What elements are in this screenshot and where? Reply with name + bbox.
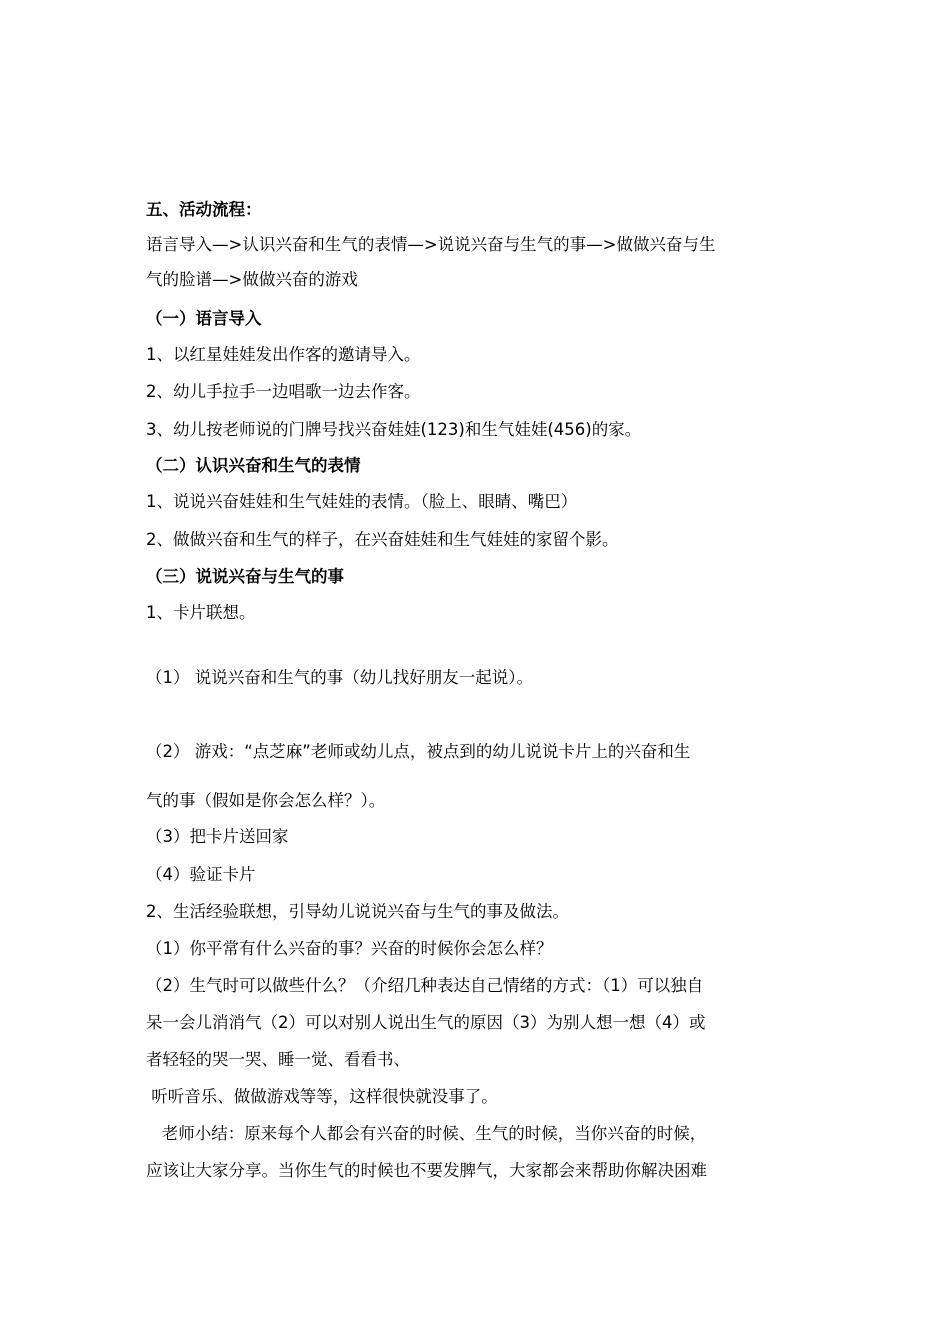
paragraph-line: （1） 说说兴奋和生气的事（幼儿找好朋友一起说）。	[146, 668, 533, 687]
paragraph-line: （1）你平常有什么兴奋的事？兴奋的时候你会怎么样？	[146, 939, 553, 958]
paragraph-line: 呆一会儿消消气（2）可以对别人说出生气的原因（3）为别人想一想（4）或	[146, 1013, 706, 1032]
paragraph-line: 气的事（假如是你会怎么样？）。	[146, 791, 386, 810]
paragraph-line: （4）验证卡片	[146, 865, 256, 884]
subsection-heading: （三）说说兴奋与生气的事	[146, 567, 344, 586]
paragraph-line: 2、幼儿手拉手一边唱歌一边去作客。	[146, 382, 421, 401]
paragraph-line: 者轻轻的哭一哭、睡一觉、看看书、	[146, 1050, 410, 1069]
paragraph-line: 听听音乐、做做游戏等等，这样很快就没事了。	[146, 1087, 498, 1106]
paragraph-line: （2） 游戏：“点芝麻”老师或幼儿点，被点到的幼儿说说卡片上的兴奋和生	[146, 742, 691, 761]
paragraph-line: 3、幼儿按老师说的门牌号找兴奋娃娃(123)和生气娃娃(456)的家。	[146, 420, 642, 439]
paragraph-line: 应该让大家分享。当你生气的时候也不要发脾气，大家都会来帮助你解决困难	[146, 1161, 707, 1180]
subsection-heading: （二）认识兴奋和生气的表情	[146, 456, 361, 475]
paragraph-line: 1、卡片联想。	[146, 603, 256, 622]
paragraph-line: 1、说说兴奋娃娃和生气娃娃的表情。（脸上、眼睛、嘴巴）	[146, 492, 578, 511]
flow-line: 气的脸谱—>做做兴奋的游戏	[146, 270, 358, 289]
flow-line: 语言导入—>认识兴奋和生气的表情—>说说兴奋与生气的事—>做做兴奋与生	[146, 235, 716, 254]
subsection-heading: （一）语言导入	[146, 309, 262, 328]
paragraph-line: （2）生气时可以做些什么？（介绍几种表达自己情绪的方式：（1）可以独自	[146, 976, 704, 995]
paragraph-line: 老师小结：原来每个人都会有兴奋的时候、生气的时候，当你兴奋的时候，	[146, 1124, 707, 1143]
paragraph-line: 2、做做兴奋和生气的样子，在兴奋娃娃和生气娃娃的家留个影。	[146, 530, 619, 549]
paragraph-line: 1、以红星娃娃发出作客的邀请导入。	[146, 345, 421, 364]
section-heading: 五、活动流程：	[146, 200, 262, 219]
paragraph-line: （3）把卡片送回家	[146, 827, 289, 846]
paragraph-line: 2、生活经验联想，引导幼儿说说兴奋与生气的事及做法。	[146, 902, 569, 921]
